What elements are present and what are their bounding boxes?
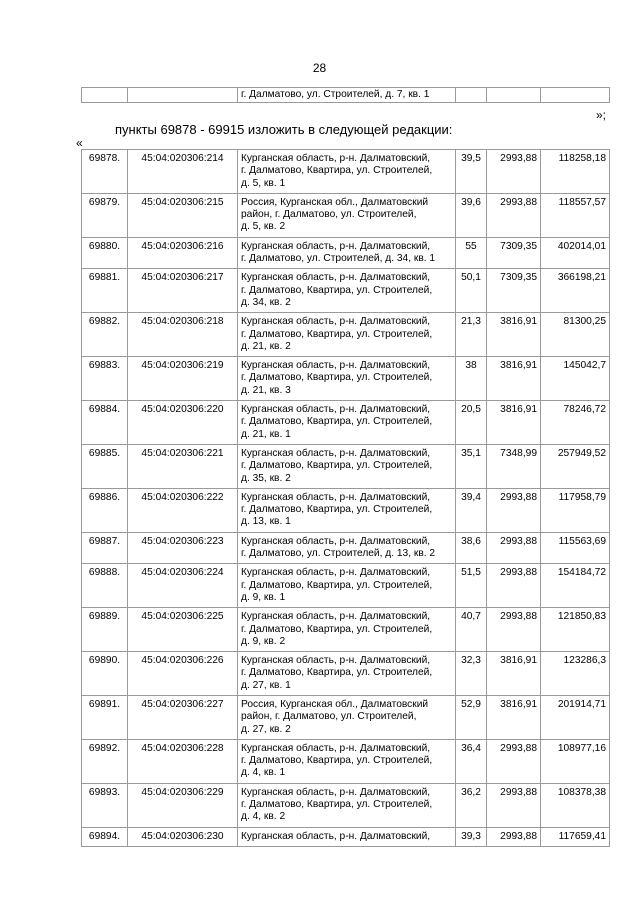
cadastral-number: 45:04:020306:222 (128, 488, 238, 532)
area: 21,3 (456, 313, 487, 357)
previous-table-fragment (81, 87, 610, 103)
table-row (82, 532, 610, 564)
address-line: д. 5, кв. 1 (241, 177, 286, 189)
area: 50,1 (456, 269, 487, 313)
total: 257949,52 (541, 444, 610, 488)
total: 201914,71 (541, 695, 610, 739)
address-line: г. Далматово, Квартира, ул. Строителей, (241, 623, 433, 635)
cadastral-number: 45:04:020306:220 (128, 401, 238, 445)
address (238, 564, 456, 608)
address-line: г. Далматово, Квартира, ул. Строителей, (241, 755, 433, 767)
address-line: Курганская область, р-н. Далматовский, (241, 447, 431, 459)
address-line: г. Далматово, Квартира, ул. Строителей, (241, 799, 433, 811)
cadastral-number: 45:04:020306:230 (128, 827, 238, 846)
cadastral-number: 45:04:020306:224 (128, 564, 238, 608)
table-row (82, 608, 610, 652)
cadastral-number: 45:04:020306:226 (128, 652, 238, 696)
price: 3816,91 (487, 401, 541, 445)
address-line: Курганская область, р-н. Далматовский, (241, 316, 431, 328)
table-row (82, 564, 610, 608)
address-line: Россия, Курганская обл., Далматовский (241, 698, 429, 710)
address (238, 827, 456, 846)
price: 3816,91 (487, 357, 541, 401)
address-line: г. Далматово, Квартира, ул. Строителей, (241, 372, 433, 384)
cadastral-number: 45:04:020306:225 (128, 608, 238, 652)
row-number: 69880. (82, 237, 128, 269)
address-line: г. Далматово, Квартира, ул. Строителей, (241, 504, 433, 516)
price: 7309,35 (487, 237, 541, 269)
table-row (82, 401, 610, 445)
price: 3816,91 (487, 652, 541, 696)
address-line: Курганская область, р-н. Далматовский, (241, 567, 431, 579)
address-line: Курганская область, р-н. Далматовский, (241, 535, 431, 547)
row-number: 69889. (82, 608, 128, 652)
row-number: 69888. (82, 564, 128, 608)
address-line: район, г. Далматово, ул. Строителей, (241, 711, 417, 723)
total: 117659,41 (541, 827, 610, 846)
address-line: г. Далматово, Квартира, ул. Строителей, (241, 165, 433, 177)
address-line: д. 4, кв. 2 (241, 811, 286, 823)
row-number: 69890. (82, 652, 128, 696)
cadastral-number: 45:04:020306:218 (128, 313, 238, 357)
row-number: 69879. (82, 193, 128, 237)
table-row (82, 695, 610, 739)
address-line: Курганская область, р-н. Далматовский, (241, 742, 431, 754)
address-line: д. 5, кв. 2 (241, 221, 286, 233)
address (238, 150, 456, 194)
price: 2993,88 (487, 193, 541, 237)
area: 55 (456, 237, 487, 269)
address (238, 313, 456, 357)
table-row (82, 269, 610, 313)
price (487, 88, 541, 103)
table-row (82, 488, 610, 532)
price: 2993,88 (487, 827, 541, 846)
closing-quote: »; (595, 108, 606, 122)
table-row (82, 150, 610, 194)
row-number: 69881. (82, 269, 128, 313)
total: 108378,38 (541, 783, 610, 827)
row-number: 69883. (82, 357, 128, 401)
cadastral-number: 45:04:020306:216 (128, 237, 238, 269)
row-number: 69885. (82, 444, 128, 488)
address-line: Курганская область, р-н. Далматовский, (241, 272, 431, 284)
address-line: д. 21, кв. 2 (241, 340, 291, 352)
address (238, 444, 456, 488)
table-row (82, 313, 610, 357)
address-line: г. Далматово, Квартира, ул. Строителей, (241, 667, 433, 679)
row-number: 69891. (82, 695, 128, 739)
cadastral-number (128, 88, 238, 103)
address: г. Далматово, ул. Строителей, д. 7, кв. 1 (238, 88, 456, 103)
total: 117958,79 (541, 488, 610, 532)
address-line: д. 27, кв. 2 (241, 723, 291, 735)
cadastral-number: 45:04:020306:229 (128, 783, 238, 827)
area: 39,6 (456, 193, 487, 237)
row-number: 69892. (82, 739, 128, 783)
total (541, 88, 610, 103)
property-table (81, 149, 610, 847)
total: 145042,7 (541, 357, 610, 401)
row-number: 69886. (82, 488, 128, 532)
address (238, 739, 456, 783)
address (238, 193, 456, 237)
total: 81300,25 (541, 313, 610, 357)
area: 36,4 (456, 739, 487, 783)
instruction-text: пункты 69878 - 69915 изложить в следующей редакции: (115, 122, 453, 137)
address (238, 269, 456, 313)
price: 2993,88 (487, 532, 541, 564)
total: 154184,72 (541, 564, 610, 608)
cadastral-number: 45:04:020306:228 (128, 739, 238, 783)
row-number (82, 88, 128, 103)
address-line: район, г. Далматово, ул. Строителей, (241, 209, 417, 221)
page-number: 28 (312, 61, 327, 75)
address (238, 237, 456, 269)
price: 2993,88 (487, 488, 541, 532)
area: 35,1 (456, 444, 487, 488)
table-row (82, 783, 610, 827)
price: 2993,88 (487, 564, 541, 608)
area (456, 88, 487, 103)
total: 123286,3 (541, 652, 610, 696)
table-row (82, 652, 610, 696)
area: 52,9 (456, 695, 487, 739)
total: 108977,16 (541, 739, 610, 783)
area: 38,6 (456, 532, 487, 564)
address-line: Курганская область, р-н. Далматовский, (241, 404, 431, 416)
total: 118557,57 (541, 193, 610, 237)
row-number: 69894. (82, 827, 128, 846)
row-number: 69893. (82, 783, 128, 827)
table-row (82, 193, 610, 237)
table-row (82, 739, 610, 783)
cadastral-number: 45:04:020306:221 (128, 444, 238, 488)
address (238, 695, 456, 739)
total: 402014,01 (541, 237, 610, 269)
price: 2993,88 (487, 783, 541, 827)
cadastral-number: 45:04:020306:217 (128, 269, 238, 313)
table-row (82, 237, 610, 269)
address-line: Россия, Курганская обл., Далматовский (241, 196, 429, 208)
table-row (82, 88, 610, 103)
address-line: Курганская область, р-н. Далматовский, (241, 786, 431, 798)
address-line: г. Далматово, Квартира, ул. Строителей, (241, 460, 433, 472)
opening-quote: « (76, 136, 83, 150)
address-line: г. Далматово, ул. Строителей, д. 34, кв. 1 (241, 253, 436, 265)
address-line: Курганская область, р-н. Далматовский, (241, 491, 431, 503)
address-line: г. Далматово, Квартира, ул. Строителей, (241, 416, 433, 428)
address-line: Курганская область, р-н. Далматовский, (241, 240, 431, 252)
total: 118258,18 (541, 150, 610, 194)
address-line: д. 9, кв. 1 (241, 591, 286, 603)
cadastral-number: 45:04:020306:223 (128, 532, 238, 564)
area: 39,5 (456, 150, 487, 194)
area: 39,3 (456, 827, 487, 846)
area: 36,2 (456, 783, 487, 827)
address-line: Курганская область, р-н. Далматовский, (241, 830, 431, 842)
area: 39,4 (456, 488, 487, 532)
area: 51,5 (456, 564, 487, 608)
price: 7348,99 (487, 444, 541, 488)
price: 7309,35 (487, 269, 541, 313)
address-line: Курганская область, р-н. Далматовский, (241, 360, 431, 372)
address (238, 488, 456, 532)
address-line: д. 35, кв. 2 (241, 472, 291, 484)
table-row (82, 357, 610, 401)
cadastral-number: 45:04:020306:214 (128, 150, 238, 194)
address-line: д. 13, кв. 1 (241, 516, 291, 528)
address-line: Курганская область, р-н. Далматовский, (241, 655, 431, 667)
price: 2993,88 (487, 150, 541, 194)
address-line: д. 27, кв. 1 (241, 679, 291, 691)
row-number: 69882. (82, 313, 128, 357)
address-line: д. 9, кв. 2 (241, 635, 286, 647)
address-line: г. Далматово, Квартира, ул. Строителей, (241, 579, 433, 591)
address-line: г. Далматово, ул. Строителей, д. 13, кв. 2 (241, 548, 436, 560)
address (238, 357, 456, 401)
total: 121850,83 (541, 608, 610, 652)
address-line: Курганская область, р-н. Далматовский, (241, 611, 431, 623)
address (238, 783, 456, 827)
address (238, 401, 456, 445)
cadastral-number: 45:04:020306:215 (128, 193, 238, 237)
address (238, 652, 456, 696)
area: 20,5 (456, 401, 487, 445)
cadastral-number: 45:04:020306:227 (128, 695, 238, 739)
total: 78246,72 (541, 401, 610, 445)
total: 366198,21 (541, 269, 610, 313)
address (238, 608, 456, 652)
address-line: г. Далматово, Квартира, ул. Строителей, (241, 328, 433, 340)
area: 38 (456, 357, 487, 401)
row-number: 69887. (82, 532, 128, 564)
address-line: д. 34, кв. 2 (241, 296, 291, 308)
price: 3816,91 (487, 313, 541, 357)
address-line: Курганская область, р-н. Далматовский, (241, 153, 431, 164)
address (238, 532, 456, 564)
price: 3816,91 (487, 695, 541, 739)
table-row (82, 827, 610, 846)
price: 2993,88 (487, 608, 541, 652)
price: 2993,88 (487, 739, 541, 783)
total: 115563,69 (541, 532, 610, 564)
row-number: 69884. (82, 401, 128, 445)
cadastral-number: 45:04:020306:219 (128, 357, 238, 401)
table-row (82, 444, 610, 488)
row-number: 69878. (82, 150, 128, 194)
address-line: д. 21, кв. 1 (241, 428, 291, 440)
address-line: г. Далматово, Квартира, ул. Строителей, (241, 284, 433, 296)
area: 32,3 (456, 652, 487, 696)
address-line: д. 4, кв. 1 (241, 767, 286, 779)
address-line: д. 21, кв. 3 (241, 384, 291, 396)
area: 40,7 (456, 608, 487, 652)
